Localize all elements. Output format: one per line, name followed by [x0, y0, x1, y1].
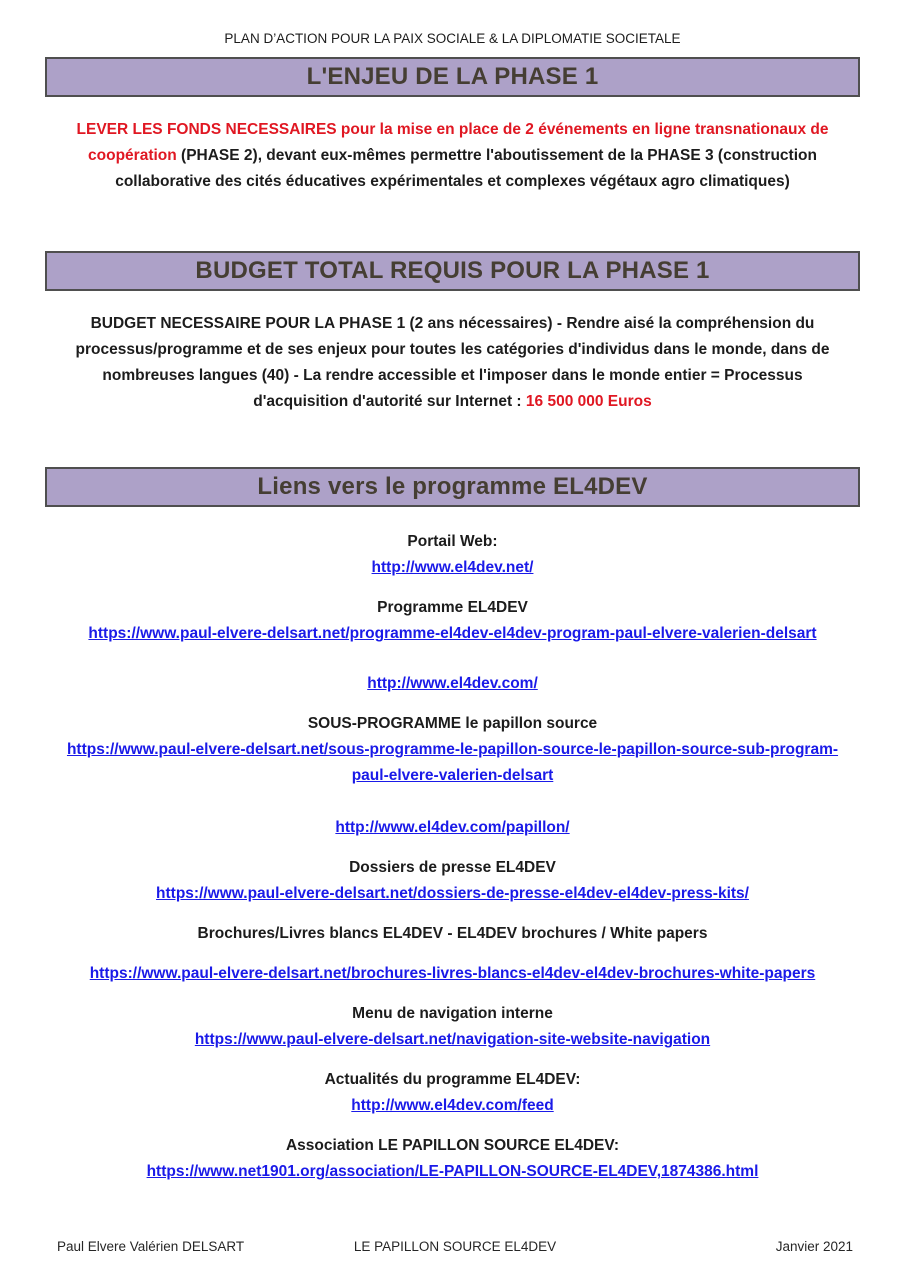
link-dossiers-presse[interactable]: https://www.paul-elvere-delsart.net/dossiers-de-presse-el4dev-el4dev-press-kits/ — [156, 885, 749, 902]
link-programme-el4dev[interactable]: https://www.paul-elvere-delsart.net/programme-el4dev-el4dev-program-paul-elvere-valerien-delsart — [88, 625, 817, 642]
document-header-title: PLAN D’ACTION POUR LA PAIX SOCIALE & LA DIPLOMATIE SOCIETALE — [224, 31, 681, 46]
link-group-portail — [58, 529, 848, 581]
link-group-heading: Menu de navigation interne — [352, 1005, 553, 1022]
section-banner-liens — [45, 467, 860, 507]
link-group-heading: Dossiers de presse EL4DEV — [349, 859, 556, 876]
paragraph-enjeu — [65, 117, 840, 195]
link-papillon-source[interactable]: https://www.paul-elvere-delsart.net/sous-programme-le-papillon-source-le-papillon-source-sub-program-paul-elvere-valerien-delsart — [66, 741, 839, 784]
link-group-brochures — [58, 921, 848, 987]
link-group-programme — [58, 595, 848, 697]
link-group-heading: Actualités du programme EL4DEV: — [324, 1071, 581, 1088]
link-navigation[interactable]: https://www.paul-elvere-delsart.net/navigation-site-website-navigation — [194, 1031, 711, 1048]
links-section — [58, 529, 848, 1185]
paragraph-budget-black-text: BUDGET NECESSAIRE POUR LA PHASE 1 (2 ans nécessaires) - Rendre aisé la compréhension du processus/programme et de ses enjeux pour toutes les catégories d'individus dans le monde, dans de nombreuses langues (40) - La rendre accessible et l'imposer dans le monde entier = Processus d'acquisition d'autorité sur Internet : — [75, 315, 830, 410]
section-title-liens: Liens vers le programme EL4DEV — [257, 473, 648, 500]
document-footer — [57, 1239, 853, 1254]
link-group-heading: Portail Web: — [407, 533, 498, 550]
budget-amount: 16 500 000 Euros — [525, 393, 652, 410]
section-banner-budget — [45, 251, 860, 291]
section-banner-enjeu — [45, 57, 860, 97]
link-group-association — [58, 1133, 848, 1185]
section-title-enjeu: L'ENJEU DE LA PHASE 1 — [306, 63, 599, 90]
paragraph-budget — [65, 311, 840, 415]
paragraph-enjeu-red-text: LEVER LES FONDS NECESSAIRES pour la mise en place de 2 événements en ligne transnationaux de coopération — [76, 121, 829, 164]
link-el4dev-feed[interactable]: http://www.el4dev.com/feed — [351, 1097, 554, 1114]
footer-author: Paul Elvere Valérien DELSART — [57, 1239, 245, 1254]
footer-date: Janvier 2021 — [775, 1239, 853, 1254]
link-group-heading: SOUS-PROGRAMME le papillon source — [307, 715, 598, 732]
link-el4dev-papillon[interactable]: http://www.el4dev.com/papillon/ — [335, 819, 570, 836]
link-brochures[interactable]: https://www.paul-elvere-delsart.net/brochures-livres-blancs-el4dev-el4dev-brochures-white-papers — [89, 965, 816, 982]
link-group-sous-programme — [58, 711, 848, 841]
link-group-dossiers-presse — [58, 855, 848, 907]
footer-center-text: LE PAPILLON SOURCE EL4DEV — [353, 1239, 557, 1254]
section-title-budget: BUDGET TOTAL REQUIS POUR LA PHASE 1 — [195, 257, 710, 284]
link-el4dev-com[interactable]: http://www.el4dev.com/ — [367, 675, 538, 692]
link-group-heading: Brochures/Livres blancs EL4DEV - EL4DEV brochures / White papers — [197, 925, 708, 942]
link-group-heading: Association LE PAPILLON SOURCE EL4DEV: — [285, 1137, 619, 1154]
link-group-menu-navigation — [58, 1001, 848, 1053]
paragraph-enjeu-black-text: (PHASE 2), devant eux-mêmes permettre l'aboutissement de la PHASE 3 (construction collaborative des cités éducatives expérimentales et complexes végétaux agro climatiques) — [115, 147, 817, 190]
link-group-heading: Programme EL4DEV — [377, 599, 528, 616]
link-group-actualites — [58, 1067, 848, 1119]
link-el4dev-net[interactable]: http://www.el4dev.net/ — [371, 559, 534, 576]
link-association-net1901[interactable]: https://www.net1901.org/association/LE-PAPILLON-SOURCE-EL4DEV,1874386.html — [146, 1163, 759, 1180]
